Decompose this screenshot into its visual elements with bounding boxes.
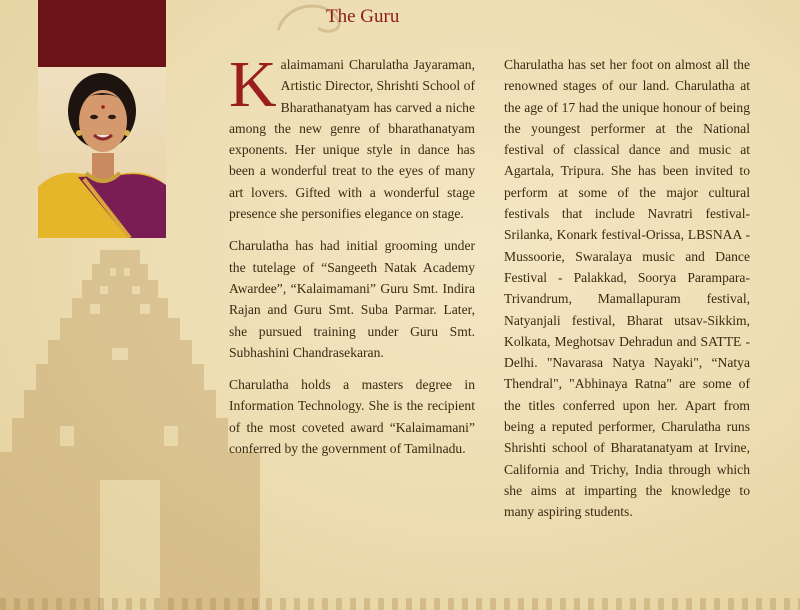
drop-cap: K: [229, 48, 277, 121]
article-column-1: [229, 48, 475, 470]
guru-portrait: [38, 67, 166, 238]
article-paragraph: Kalaimamani Charulatha Jayaraman, Artistic Director, Shrishti School of Bharathanatyam has carved a niche among the new genre of bharathanatyam exponents. Her unique style in dance has been a wonderful treat to the eyes of many art lovers. Gifted with a wonderful stage presence she personifies elegance on stage.: [229, 48, 475, 222]
article-paragraph: Charulatha has set her foot on almost all the renowned stages of our land. Charulatha at the age of 17 had the unique honour of being the youngest performer at the National festival of classical dance and music at Agartala, Tripura. She has been invited to perform at some of the major cultural festivals that include Navratri festival-Srilanka, Konark festival-Orissa, LBSNAA - Mussoorie, Swaralaya music and Dance Festival - Palakkad, Soorya Parampara-Trivandrum, Mamallapuram festival, Natyanjali festival, Bharat utsav-Sikkim, Kolkata, Meghotsav Dehradun and SATTE - Delhi. "Navarasa Natya Nayaki", “Natya Thendral", "Abhinaya Ratna" are some of the titles conferred upon her. Apart from being a reputed performer, Charulatha runs Shrishti school of Bharatanatyam at Irvine, California and Trichy, India through which she aims at imparting the knowledge to many aspiring students.: [504, 57, 750, 520]
article-paragraph: Charulatha holds a masters degree in Information Technology. She is the recipient of the most coveted award “Kalaimamani” conferred by the government of Tamilnadu.: [229, 377, 475, 457]
page-title: The Guru: [326, 6, 400, 27]
decorative-border: [0, 598, 800, 610]
article-column-2: [504, 54, 750, 534]
article-paragraph: Charulatha has had initial grooming under the tutelage of “Sangeeth Natak Academy Awardee”, “Kalaimamani” Guru Smt. Indira Rajan and Guru Smt. Suba Parmar. Later, she pursued training under Guru Smt. Subhashini Chandrasekaran.: [229, 238, 475, 360]
portrait-illustration: [38, 67, 166, 238]
